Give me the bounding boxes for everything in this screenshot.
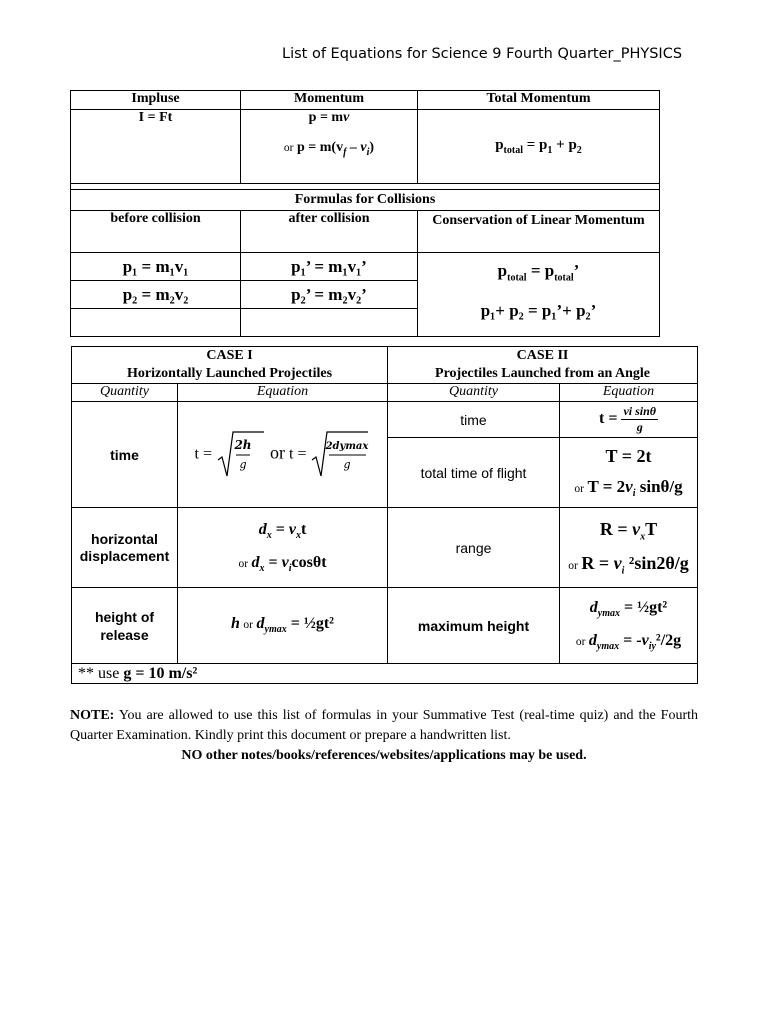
svg-text:2dymax: 2dymax — [326, 440, 369, 452]
page-title: List of Equations for Science 9 Fourth Quarter_PHYSICS — [282, 46, 683, 62]
c1-height-equation: h or $d_{ymax}$ = ½gt² — [178, 588, 388, 664]
quantity-label: Quantity — [72, 384, 178, 402]
c2-time-label: time — [388, 402, 560, 438]
c1-time-label: time — [72, 402, 178, 508]
sqrt-icon — [216, 430, 266, 480]
before-collision-header: before collision — [71, 211, 241, 253]
quantity-label: Quantity — [388, 384, 560, 402]
c1-time-equation: t = 2h g or t = 2dymax g — [178, 402, 388, 508]
note-restriction: NO other notes/books/references/websites/applications may be used. — [181, 748, 587, 763]
equation-label: Equation — [560, 384, 698, 402]
case1-header: CASE I Horizontally Launched Projectiles — [72, 347, 388, 384]
svg-text:g: g — [343, 457, 351, 471]
c1-hdisp-equation: $d_x = v_xt$ or $d_x = v_i\cos\theta t$ — [178, 508, 388, 588]
sqrt-icon — [310, 430, 370, 480]
svg-text:g: g — [239, 457, 247, 471]
svg-text:2h: 2h — [234, 437, 252, 452]
momentum-equation: p = mv or $p = m(v_f - v_i)$ — [241, 110, 418, 184]
conservation-header: Conservation of Linear Momentum — [418, 211, 660, 253]
c2-tof-equation: T = 2t or $T = 2v_i$ sinθ/g — [560, 438, 698, 508]
c2-maxh-label: maximum height — [388, 588, 560, 664]
c2-range-label: range — [388, 508, 560, 588]
impulse-header: Impluse — [71, 91, 241, 110]
c2-tof-label: total time of flight — [388, 438, 560, 508]
c2-range-equation: $R = v_xT$ or $R = v_i$ ²sin2θ/g — [560, 508, 698, 588]
momentum-header: Momentum — [241, 91, 418, 110]
total-momentum-header: Total Momentum — [418, 91, 660, 110]
collisions-header: Formulas for Collisions — [71, 190, 660, 211]
note-text: You are allowed to use this list of formulas in your Summative Test (real-time quiz) and the Fourth Quarter Examination. Kindly print this document or prepare a handwritten list. — [70, 708, 698, 743]
equation-label: Equation — [178, 384, 388, 402]
momentum-table — [70, 90, 660, 337]
after-collision-header: after collision — [241, 211, 418, 253]
empty-cell — [241, 309, 418, 337]
conservation-equations: $p_{total} = p_{total}$’ p₁+ p₂ = p₁’+ p₂’ — [418, 253, 660, 337]
c1-height-label: height of release — [72, 588, 178, 664]
case2-header: CASE II Projectiles Launched from an Angle — [388, 347, 698, 384]
after-collision-eq2: p₂’ = m₂v₂’ — [241, 281, 418, 309]
before-collision-eq2: p₂ = m₂v₂ — [71, 281, 241, 309]
impulse-equation: I = Ft — [71, 110, 241, 184]
c2-time-equation: t = $\frac{\text{vi sinθ}}{g}$ — [560, 402, 698, 438]
empty-cell — [71, 309, 241, 337]
c2-maxh-equation: $d_{ymax}$ = ½gt² or $d_{ymax} = -v_{iy}^2/2g$ — [560, 588, 698, 664]
total-momentum-equation: $p_{total} = p_1 + p_2$ — [418, 110, 660, 184]
gravity-footer: ** use g = 10 m/s² — [72, 664, 698, 684]
c1-hdisp-label: horizontal displacement — [72, 508, 178, 588]
note-paragraph — [70, 706, 698, 766]
projectiles-table — [71, 346, 698, 684]
note-label: NOTE: — [70, 708, 115, 723]
after-collision-eq1: p₁’ = m₁v₁’ — [241, 253, 418, 281]
before-collision-eq1: p₁ = m₁v₁ — [71, 253, 241, 281]
